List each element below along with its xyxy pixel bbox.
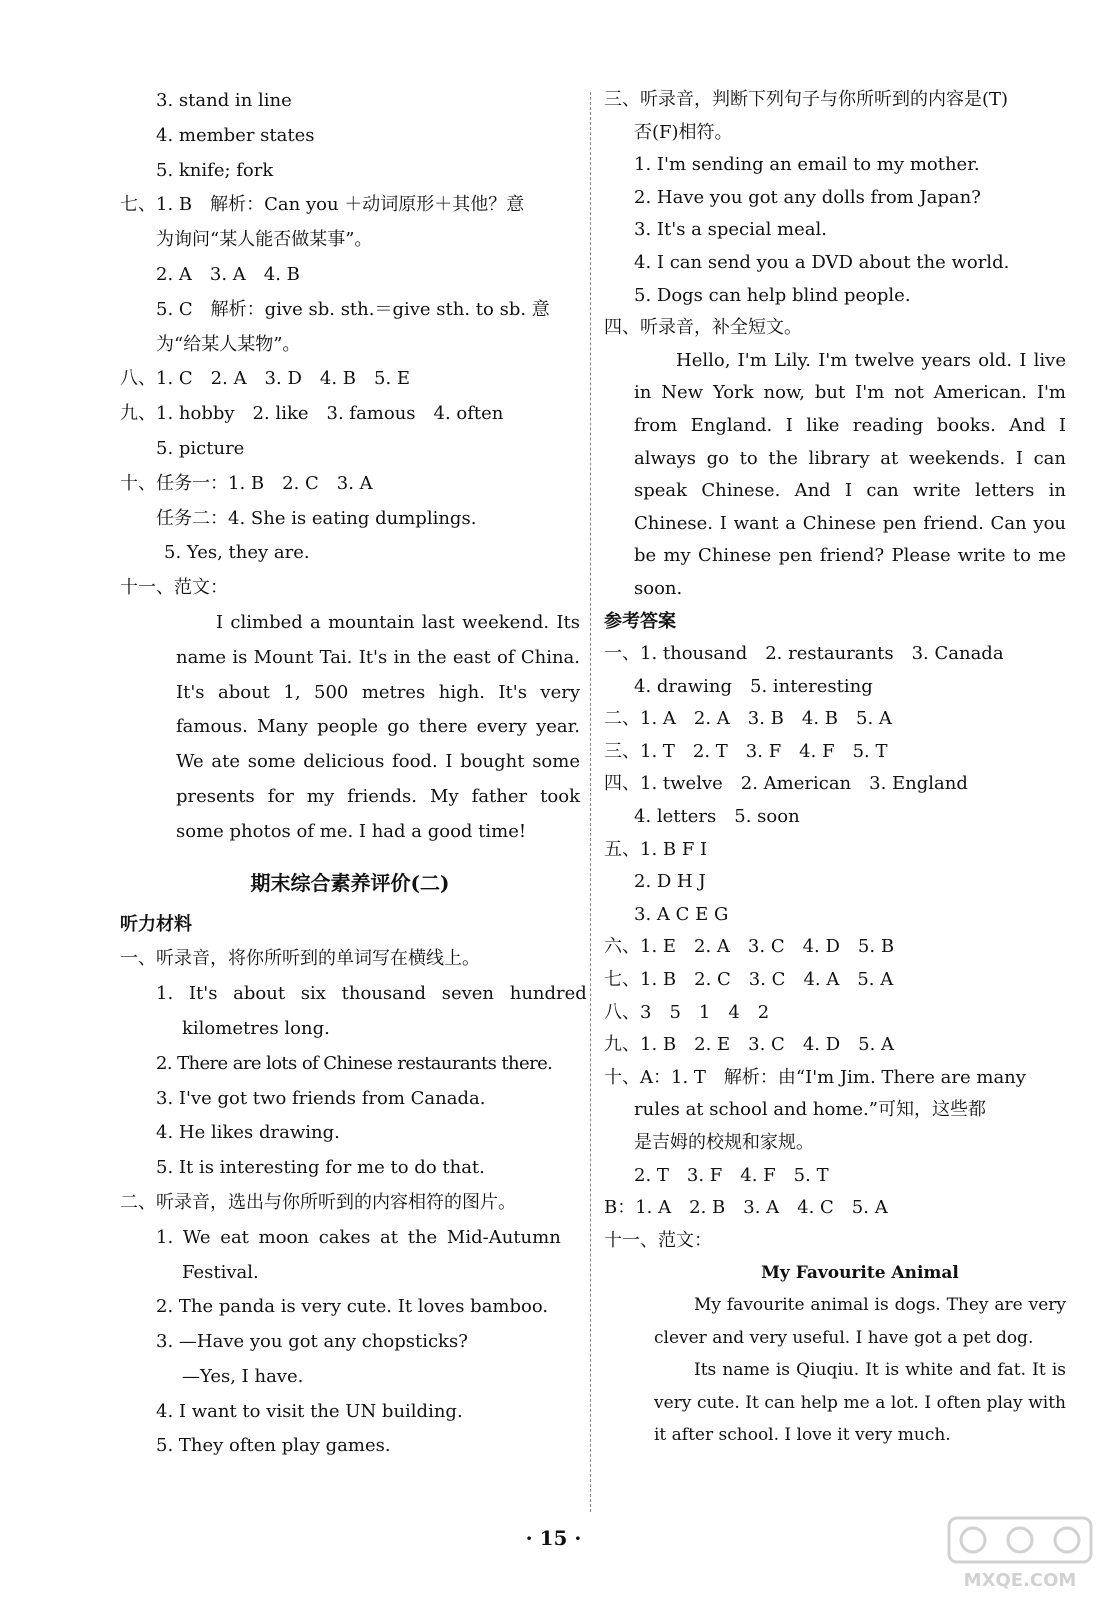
- page-number: · 15 ·: [525, 1526, 582, 1550]
- answer-line: 九、1. B 2. E 3. C 4. D 5. A: [604, 1034, 895, 1056]
- answer-line: 十一、范文：: [604, 1229, 712, 1251]
- question-line: 1. It's about six thousand seven hundred: [156, 983, 587, 1005]
- answer-line: 2. T 3. F 4. F 5. T: [634, 1164, 829, 1186]
- answer-line: 十、任务一：1. B 2. C 3. A: [120, 472, 373, 494]
- question-line: 5. It is interesting for me to do that.: [156, 1157, 485, 1179]
- answer-line: 是吉姆的校规和家规。: [634, 1132, 814, 1153]
- answer-line: B：1. A 2. B 3. A 4. C 5. A: [604, 1197, 888, 1219]
- answer-line: 八、1. C 2. A 3. D 4. B 5. E: [120, 368, 411, 390]
- column-divider: [590, 92, 591, 1512]
- question-heading: 三、听录音，判断下列句子与你所听到的内容是(T): [604, 89, 1009, 110]
- essay-paragraph: Its name is Qiuqiu. It is white and fat. It is very cute. It can help me a lot. I often play with it after school. I love it very much.: [654, 1360, 1066, 1445]
- answer-line: 5. picture: [156, 437, 245, 459]
- answer-line: 3. A C E G: [634, 903, 729, 925]
- question-heading: 四、听录音，补全短文。: [604, 317, 802, 339]
- answer-line: 4. drawing 5. interesting: [634, 675, 873, 697]
- answer-line: 九、1. hobby 2. like 3. famous 4. often: [120, 403, 504, 425]
- answers-heading: 参考答案: [604, 610, 676, 632]
- answer-line: 十、A：1. T 解析：由“I'm Jim. There are many: [604, 1066, 1026, 1088]
- question-line: 4. He likes drawing.: [156, 1122, 340, 1144]
- question-line: 2. Have you got any dolls from Japan?: [634, 186, 981, 208]
- answer-line: 3. stand in line: [156, 90, 292, 111]
- answer-line: 五、1. B F I: [604, 838, 708, 860]
- question-line: 3. —Have you got any chopsticks?: [156, 1331, 468, 1353]
- question-heading: 一、听录音，将你所听到的单词写在横线上。: [120, 948, 480, 970]
- answer-line: rules at school and home.”可知，这些都: [634, 1099, 986, 1121]
- answer-line: 七、1. B 2. C 3. C 4. A 5. A: [604, 969, 894, 991]
- question-line: 1. We eat moon cakes at the Mid-Autumn: [156, 1226, 561, 1248]
- answer-line: 2. A 3. A 4. B: [156, 263, 300, 285]
- question-line: 5. Dogs can help blind people.: [634, 284, 911, 306]
- listening-passage: Hello, I'm Lily. I'm twelve years old. I live in New York now, but I'm not American. I'm from England. I like reading books. And I always go to the library at weekends. I can speak Chinese. And I can write letters in Chinese. I want a Chinese pen friend. Can you be my Chinese pen friend? Please write to me soon.: [634, 349, 1066, 599]
- listening-heading: 听力材料: [120, 913, 192, 935]
- question-line: 1. I'm sending an email to my mother.: [634, 154, 980, 176]
- essay-title: My Favourite Animal: [761, 1263, 959, 1284]
- answer-line: 七、1. B 解析：Can you ＋动词原形＋其他？意: [120, 194, 525, 216]
- right-column: [604, 84, 1066, 1451]
- watermark-logo: [945, 1514, 1095, 1594]
- answer-line: 四、1. twelve 2. American 3. England: [604, 773, 968, 795]
- answer-line: 六、1. E 2. A 3. C 4. D 5. B: [604, 936, 895, 958]
- answer-line: 5. Yes, they are.: [164, 542, 310, 564]
- answer-line: 为“给某人某物”。: [156, 333, 301, 355]
- answer-line: 任务二：4. She is eating dumplings.: [156, 507, 477, 529]
- question-line: 3. It's a special meal.: [634, 219, 827, 241]
- question-line: 2. The panda is very cute. It loves bamboo.: [156, 1296, 549, 1318]
- question-line: Festival.: [182, 1261, 259, 1283]
- answer-line: 4. letters 5. soon: [634, 806, 800, 828]
- page-number-value: 15: [539, 1526, 568, 1550]
- section-title: 期末综合素养评价(二): [250, 870, 450, 895]
- answer-line: 八、3 5 1 4 2: [604, 1001, 770, 1023]
- question-heading: 二、听录音，选出与你所听到的内容相符的图片。: [120, 1191, 516, 1213]
- question-line: 5. They often play games.: [156, 1435, 391, 1457]
- question-line: 2. There are lots of Chinese restaurants there.: [156, 1052, 553, 1074]
- left-column: [120, 84, 587, 1464]
- answer-line: 一、1. thousand 2. restaurants 3. Canada: [604, 643, 1004, 665]
- question-line: kilometres long.: [182, 1017, 330, 1039]
- answer-line: 5. knife; fork: [156, 159, 274, 181]
- question-line: 3. I've got two friends from Canada.: [156, 1087, 486, 1109]
- essay-paragraph: My favourite animal is dogs. They are very clever and very useful. I have got a pet dog.: [654, 1295, 1066, 1348]
- answer-line: 5. C 解析：give sb. sth.＝give sth. to sb. 意: [156, 298, 550, 320]
- answer-line: 二、1. A 2. A 3. B 4. B 5. A: [604, 708, 892, 730]
- answer-line: 十一、范文：: [120, 577, 228, 599]
- watermark-text: MXQE.COM: [963, 1570, 1077, 1591]
- question-line: 4. I can send you a DVD about the world.: [634, 251, 1010, 273]
- answer-line: 4. member states: [156, 124, 315, 146]
- question-heading: 否(F)相符。: [634, 121, 733, 143]
- answer-line: 三、1. T 2. T 3. F 4. F 5. T: [604, 740, 888, 762]
- answer-line: 2. D H J: [634, 871, 706, 893]
- question-line: —Yes, I have.: [182, 1365, 304, 1387]
- answer-line: 为询问“某人能否做某事”。: [156, 229, 373, 251]
- question-line: 4. I want to visit the UN building.: [156, 1400, 463, 1422]
- model-essay: I climbed a mountain last weekend. Its name is Mount Tai. It's in the east of China. It's about 1, 500 metres high. It's very famous. Many people go there every year. We ate some delicious food. I bought some presents for my friends. My father took some photos of me. I had a good time!: [176, 611, 580, 842]
